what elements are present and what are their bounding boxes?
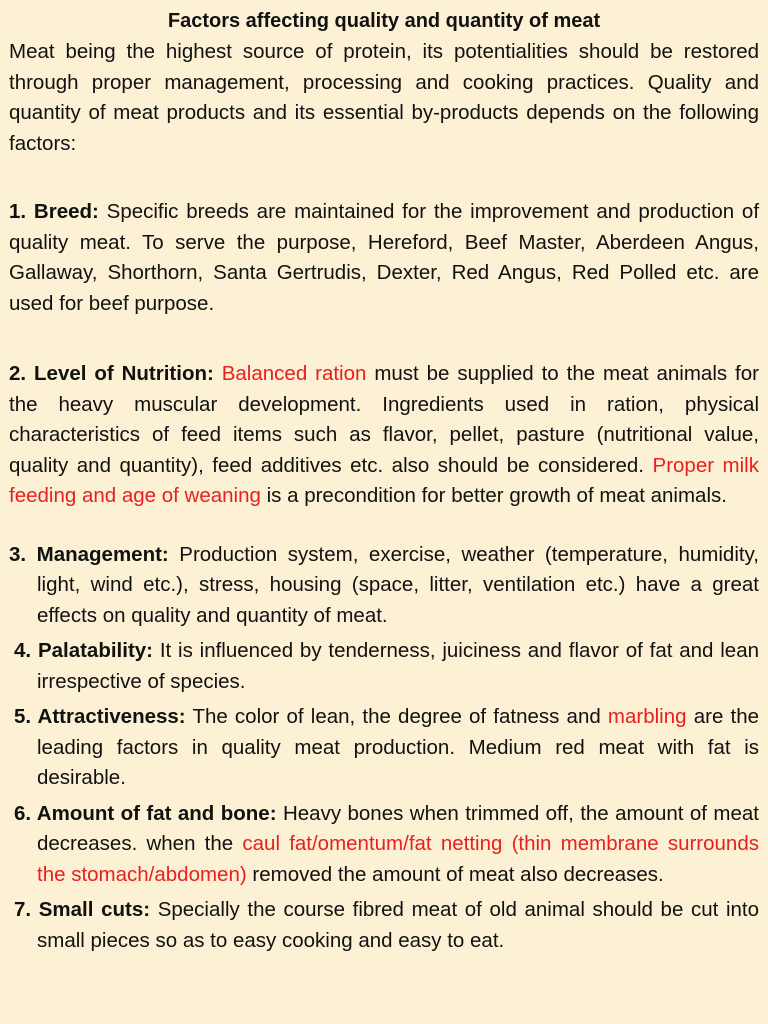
item-nutrition-text-2: is a precondition for better growth of meat animals. <box>266 484 727 507</box>
highlight-milk-feeding: Proper milk feeding and age of weaning <box>9 453 759 507</box>
item-management-text: Production system, exercise, weather (temperature, humidity, light, wind etc.), stress, housing (space, litter, ventilation etc.) have a great effects on quality and quantity of meat. <box>37 542 759 627</box>
item-management <box>9 540 759 632</box>
item-small-cuts-heading: 7. Small cuts: <box>14 898 151 921</box>
item-management-heading: 3. Management: <box>9 542 169 566</box>
highlight-balanced-ration: Balanced ration <box>221 362 367 385</box>
item-palatability <box>9 636 759 697</box>
item-attractiveness <box>9 702 759 794</box>
item-palatability-text: It is influenced by tenderness, juiciness and flavor of fat and lean irrespective of species. <box>37 639 760 693</box>
item-nutrition-text-1: must be supplied to the meat animals for the heavy muscular development. Ingredients used in ration, physical characteristics of feed items such as flavor, pellet, pasture (nutritional value, quality and quantity), feed additives etc. also should be considered. <box>9 362 759 477</box>
item-attractiveness-text-2: are the leading factors in quality meat production. Medium red meat with fat is desirable. <box>37 705 760 789</box>
highlight-marbling: marbling <box>607 705 687 728</box>
item-small-cuts-text: Specially the course fibred meat of old animal should be cut into small pieces so as to easy cooking and easy to eat. <box>37 898 760 952</box>
item-breed <box>9 197 759 319</box>
item-fat-bone-text-2: removed the amount of meat also decreases. <box>252 862 664 886</box>
item-fat-bone-heading: 6. Amount of fat and bone: <box>14 801 277 825</box>
item-fat-bone <box>9 799 759 891</box>
intro-paragraph: Meat being the highest source of protein, its potentialities should be restored through proper management, processing and cooking practices. Quality and quantity of meat products and its essential by-products depends on the following factors: <box>9 40 759 155</box>
item-attractiveness-heading: 5. Attractiveness: <box>14 705 186 728</box>
item-fat-bone-text-1: Heavy bones when trimmed off, the amount of meat decreases. when the <box>37 801 760 855</box>
page-title: Factors affecting quality and quantity of meat <box>167 10 601 32</box>
item-palatability-heading: 4. Palatability: <box>14 639 153 662</box>
item-nutrition <box>9 359 759 512</box>
item-attractiveness-text-1: The color of lean, the degree of fatness and <box>192 705 601 728</box>
item-breed-text: Specific breeds are maintained for the improvement and production of quality meat. To serve the purpose, Hereford, Beef Master, Aberdeen Angus, Gallaway, Shorthorn, Santa Gertrudis, Dexter, Red Angus, Red Polled etc. are used for beef purpose. <box>9 200 760 315</box>
item-small-cuts <box>9 895 759 956</box>
highlight-caul-fat: caul fat/omentum/fat netting (thin membrane surrounds the stomach/abdomen) <box>37 832 759 886</box>
item-breed-heading: 1. Breed: <box>9 200 99 223</box>
item-nutrition-heading: 2. Level of Nutrition: <box>9 362 214 385</box>
